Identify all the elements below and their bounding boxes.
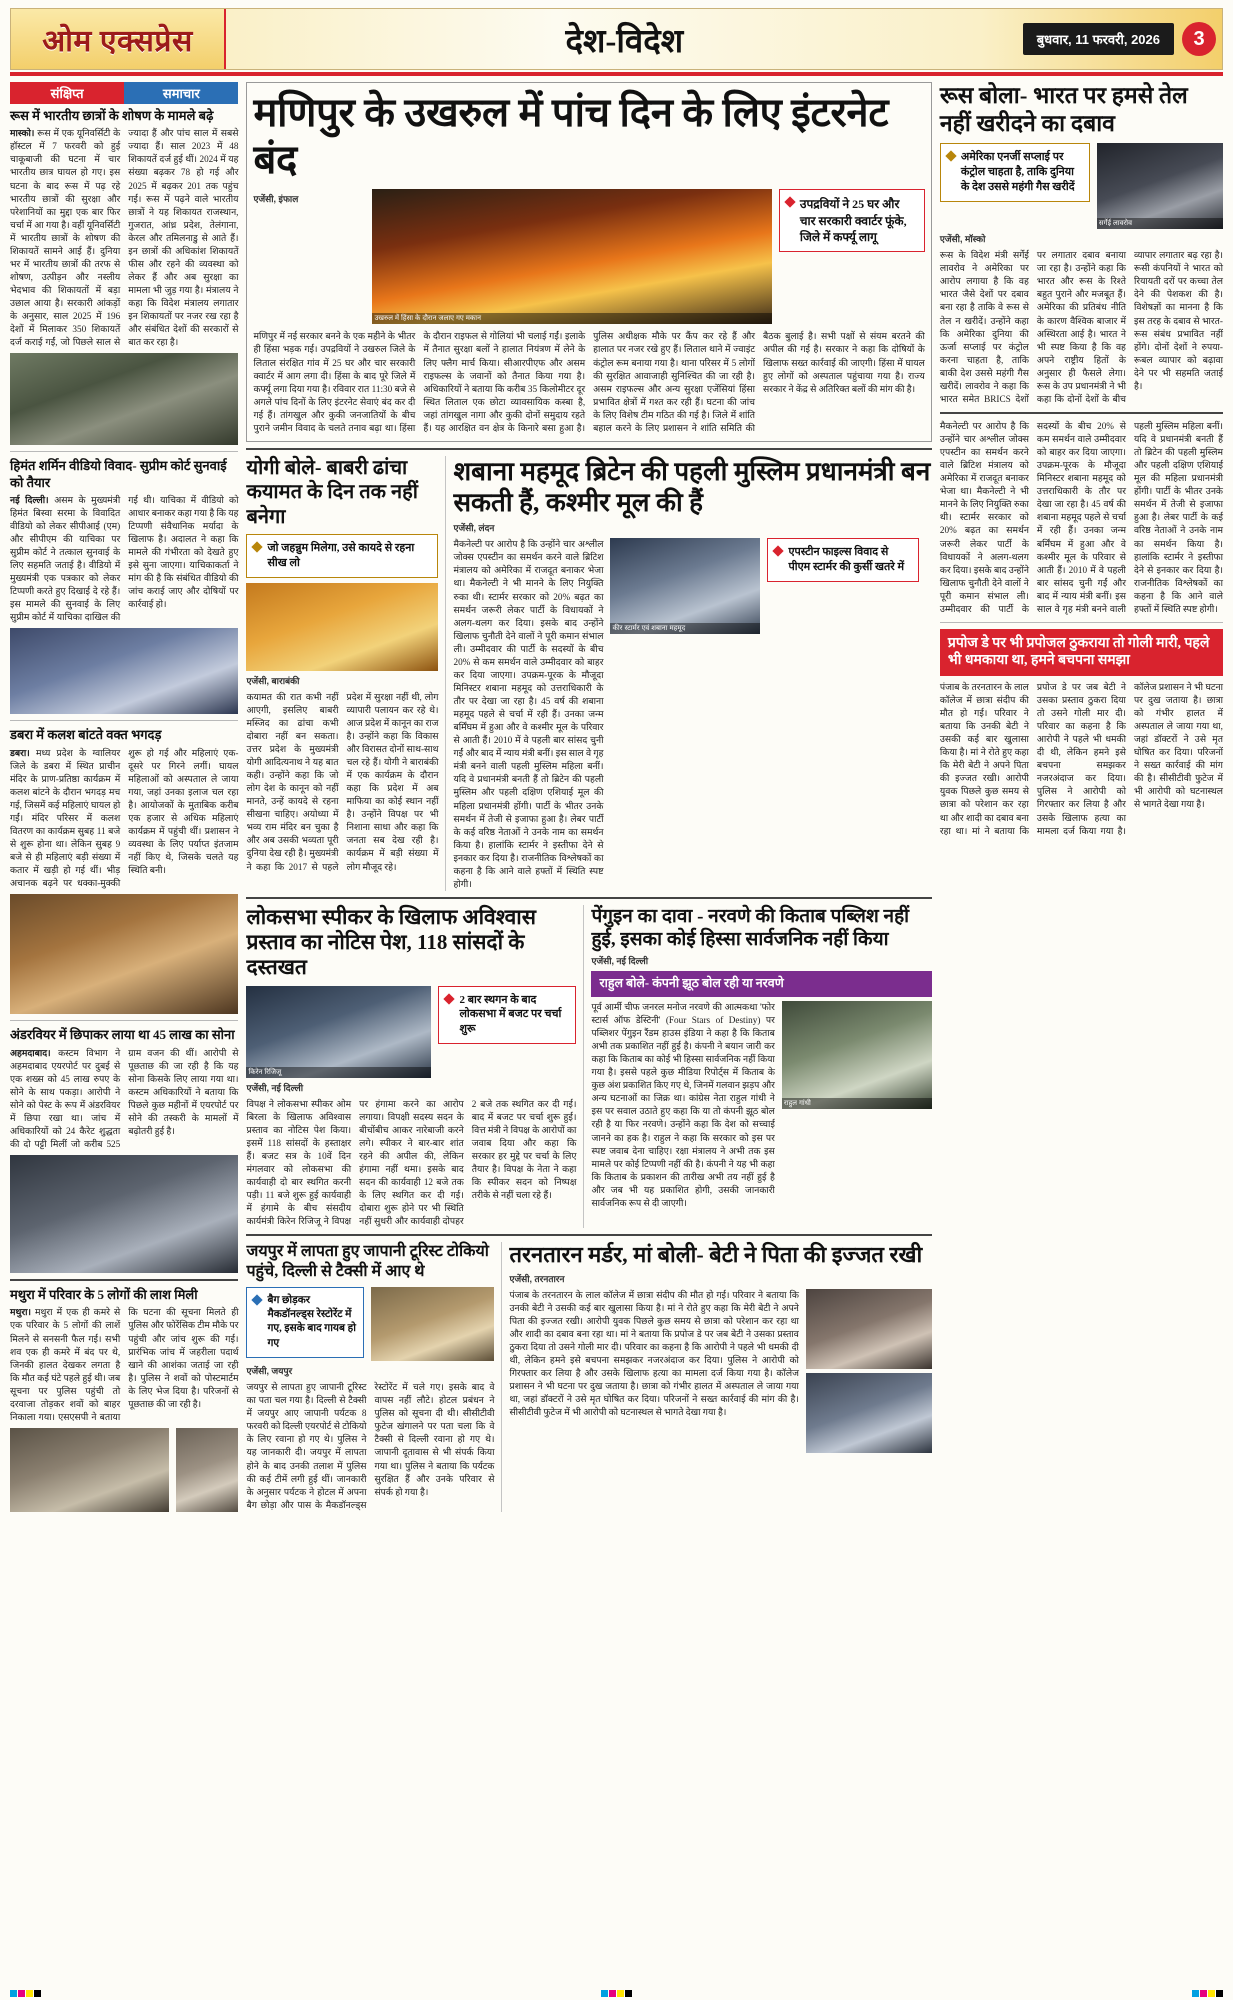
logo-text: ओम एक्सप्रेस bbox=[42, 24, 193, 58]
lead-body: मणिपुर में नई सरकार बनने के एक महीने के भीतर ही हिंसा भड़क गई। उपद्रवियों ने उखरुल जिले के लिताल संरक्षित गांव में 25 घर और चार सरकारी क्वार्टर में आग लगा दी। हिंसा के बाद पूरे जिले में कर्फ्यू लगा दिया गया है। रविवार रात 11:30 बजे से अगले पांच दिनों के लिए इंटरनेट सेवाएं बंद कर दी गई हैं। तांगखुल और कुकी जनजातियों के बीच पुराने जमीन विवाद के चलते तनाव बढ़ा था। हिंसा के दौरान राइफल से गोलियां भी चलाई गईं। इलाके में तैनात सुरक्षा बलों ने हालात नियंत्रण में लेने के लिए फ्लैग मार्च किया। सीआरपीएफ और असम राइफल्स के जवानों को तैनात किया गया है। अधिकारियों ने बताया कि करीब 35 किलोमीटर दूर स्थित लिताल एक छोटा व्यावसायिक कस्बा है, जहां तांगखुल नागा और कुकी दोनों समुदाय रहते हैं। यह आरक्षित वन क्षेत्र के किनारे बसा हुआ है। पुलिस अधीक्षक मौके पर कैंप कर रहे हैं और हालात पर नजर रखे हुए हैं। लिताल थाने में ज्वाइंट कंट्रोल रूम बनाया गया है। थाना परिसर में 5 लोगों की सुरक्षित आवाजाही सुनिश्चित की जा रही है। असम राइफल्स और अन्य सुरक्षा एजेंसियां हिंसा प्रभावित क्षेत्रों में गश्त कर रही हैं। घटना की जांच के लिए विशेष टीम गठित की गई है। जिले में शांति बहाल करने के लिए प्रशासन ने शांति समिति की बैठक बुलाई है। सभी पक्षों से संयम बरतने की अपील की गई है। सरकार ने कहा कि दोषियों के खिलाफ सख्त कार्रवाई की जाएगी। हिंसा में घायल हुए लोगों को अस्पताल पहुंचाया गया है। राज्य सरकार ने केंद्र से अतिरिक्त बलों की मांग की है। bbox=[253, 331, 925, 433]
brief-text: मध्य प्रदेश के ग्वालियर जिले के डबरा में स्थित प्राचीन मंदिर के प्राण-प्रतिष्ठा कार्यक्रम में कलश बांटने के दौरान भगदड़ मच गई, जिसमें कई महिलाएं घायल हो गईं। मंदिर परिसर में कलश वितरण का कार्यक्रम सुबह 11 बजे से शुरू होना था। लेकिन सुबह 9 बजे से ही महिलाएं बड़ी संख्या में कतार में खड़ी हो गई थीं। भीड़ अचानक बढ़ने पर धक्का-मुक्की शुरू हो गई और महिलाएं एक-दूसरे पर गिरने लगीं। घायल महिलाओं को अस्पताल ले जाया गया, जहां उनका इलाज चल रहा है। आयोजकों के मुताबिक करीब एक हजार से अधिक महिलाएं कार्यक्रम में पहुंची थीं। प्रशासन ने व्यवस्था के लिए पर्याप्त इंतजाम नहीं किए थे, जिसके चलते यह स्थिति बनी। bbox=[10, 747, 239, 889]
tarn-byline: एजेंसी, तरनतारन bbox=[509, 1273, 565, 1284]
row-yogi-shabana bbox=[246, 456, 931, 891]
right-continuation-2 bbox=[940, 629, 1223, 838]
brief-text: कस्टम विभाग ने अहमदाबाद एयरपोर्ट पर दुबई से एक शख्स को 45 लाख रुपए के सोने के साथ पकड़ा। आरोपी ने सोने को पेस्ट के रूप में अंडरवियर में छिपा रखा था। जांच में अधिकारियों को 24 कैरेट शुद्धता की दो पट्टी मिलीं जो करीब 525 ग्राम वजन की थीं। आरोपी से पूछताछ की जा रही है कि यह सोना किसके लिए लाया गया था। कस्टम अधिकारियों ने बताया कि पिछले कुछ महीनों में एयरपोर्ट पर सोने की तस्करी के मामलों में बढ़ोतरी हुई है। bbox=[10, 1047, 239, 1150]
speaker-photo bbox=[246, 986, 431, 1078]
brief-text: मथुरा में एक ही कमरे से एक परिवार के 5 लोगों की लाशें मिलने से सनसनी फैल गई। सभी शव एक ही कमरे में बंद पर थे, जिनकी हालत देखकर लगता है कि मौत कई घंटे पहले हुई थी। जब सूचना पर पुलिस पहुंची तो दरवाजा तोड़कर शवों को बाहर निकाला गया। एसएसपी ने बताया कि घटना की सूचना मिलते ही पुलिस और फोरेंसिक टीम मौके पर पहुंची और जांच शुरू की गई। प्रारंभिक जांच में जहरीला पदार्थ खाने की आशंका जताई जा रही है। पुलिस ने शवों को पोस्टमार्टम के लिए भेज दिया है। परिजनों से पूछताछ की जा रही है। bbox=[10, 1307, 239, 1422]
right-continuation-1 bbox=[940, 420, 1223, 616]
cmyk-marks-center bbox=[601, 1990, 632, 1998]
tab-samachar: समाचार bbox=[124, 82, 238, 104]
lead-callout: उपद्रवियों ने 25 घर और चार सरकारी क्वार्टर फूंके, जिले में कर्फ्यू लागू bbox=[779, 189, 925, 252]
divider bbox=[10, 451, 238, 452]
masthead-rule bbox=[10, 72, 1223, 76]
tarn-photo-accused bbox=[806, 1373, 932, 1453]
brief-headline: रूस में भारतीय छात्रों के शोषण के मामले बढ़े bbox=[10, 108, 214, 123]
lead-photo-fire bbox=[372, 189, 771, 324]
brief-text: असम के मुख्यमंत्री हिमंत बिस्वा सरमा के विवादित वीडियो को लेकर सीपीआई (एम) और सीपीएम की याचिका पर सुप्रीम कोर्ट ने तत्काल सुनवाई के लिए सहमति जताई है। वीडियो में मुख्यमंत्री एक पत्रकार को लेकर टिप्पणी करते हुए दिखाई दे रहे हैं। इस मामले की सुनवाई के लिए सुप्रीम कोर्ट में याचिका दाखिल की गई थी। याचिका में वीडियो को आधार बनाकर कहा गया है कि यह टिप्पणी संवैधानिक मर्यादा के खिलाफ है। अदालत ने कहा कि मामले की गंभीरता को देखते हुए इसे सुना जाएगा। याचिकाकर्ता ने मांग की है कि संबंधित वीडियो की जांच कराई जाए और दोषियों पर कार्रवाई हो। bbox=[10, 494, 239, 623]
russia-body: रूस के विदेश मंत्री सर्गेई लावरोव ने अमेरिका पर आरोप लगाया है कि वह भारत जैसे देशों पर दबाव बना रहा है ताकि वे रूस से तेल न खरीदें। उन्होंने कहा कि अमेरिका दुनिया की ऊर्जा सप्लाई पर कंट्रोल करना चाहता है, ताकि बाकी देश उससे महंगी गैस खरीदें। लावरोव ने कहा कि भारत समेत BRICS देशों पर लगातार दबाव बनाया जा रहा है। उन्होंने कहा कि भारत और रूस के रिश्ते बहुत पुराने और मजबूत हैं। अमेरिका की प्रतिबंध नीति के कारण वैश्विक बाजार में अस्थिरता आई है। भारत ने भी स्पष्ट किया है कि वह अपने राष्ट्रीय हितों के अनुसार ही फैसले लेगा। रूस के उप प्रधानमंत्री ने भी कहा कि दोनों देशों के बीच व्यापार लगातार बढ़ रहा है। रूसी कंपनियों ने भारत को रियायती दरों पर कच्चा तेल देने की पेशकश की है। विशेषज्ञों का मानना है कि इस तरह के दबाव से भारत-रूस संबंध प्रभावित नहीं होंगे। दोनों देशों ने रुपया-रूबल व्यापार को बढ़ावा देने पर भी सहमति जताई है। bbox=[939, 250, 1223, 404]
brief-body bbox=[10, 1306, 238, 1424]
divider bbox=[246, 448, 931, 450]
speaker-callout: 2 बार स्थगन के बाद लोकसभा में बजट पर चर्चा शुरू bbox=[438, 986, 576, 1045]
shabana-byline: एजेंसी, लंदन bbox=[453, 523, 495, 534]
brief-dateline: मास्को। bbox=[10, 128, 35, 139]
yogi-byline: एजेंसी, बाराबंकी bbox=[246, 675, 300, 686]
yogi-photo bbox=[246, 583, 438, 671]
tarn-photo-victim bbox=[806, 1289, 932, 1369]
jaipur-story bbox=[246, 1242, 494, 1512]
page-number: 3 bbox=[1182, 22, 1216, 56]
shabana-headline: शबाना महमूद ब्रिटेन की पहली मुस्लिम प्रधानमंत्री बन सकती हैं, कश्मीर मूल की हैं bbox=[453, 456, 931, 518]
speaker-headline: लोकसभा स्पीकर के खिलाफ अविश्वास प्रस्ताव का नोटिस पेश, 118 सांसदों के दस्तखत bbox=[246, 904, 536, 980]
brief-item bbox=[10, 1287, 238, 1512]
lead-story bbox=[246, 82, 931, 442]
photo-caption: उखरुल में हिंसा के दौरान जलाए गए मकान bbox=[372, 313, 771, 324]
brief-photo-soldiers bbox=[10, 353, 238, 445]
right-continuation-text-1: मैकनेल्टी पर आरोप है कि उन्होंने चार अश्लील जोक्स एपस्टीन का समर्थन करने वाले ब्रिटिश मंत्रालय को अमेरिका में राजदूत बनाकर भेजा था। मैकनेल्टी ने भी मानने के लिए नियुक्ति रुका थी। स्टार्मर सरकार को 20% बढ़त का समर्थन जरूरी लेकर पार्टी के विधायकों ने अलग-थलग कर दिया। इसके बाद उन्होंने खिलाफ चुनौती देने वालों ने पूरी कमान संभाल ली। उम्मीदवार की पार्टी के सदस्यों के बीच 20% से कम समर्थन वाले उम्मीदवार को बाहर कर दिया जाएगा। उपक्रम-पूरक के मौजूदा मिनिस्टर शबाना महमूद को उत्तराधिकारी के तौर पर देखा जा रहा है। 45 वर्ष की शबाना महमूद पहले से चर्चा में रही हैं। उनका जन्म बर्मिंघम में हुआ और वे कश्मीर मूल के परिवार से आती हैं। 2010 में वे पहली बार सांसद चुनी गईं और बाद में न्याय मंत्री बनीं। इस साल वे गृह मंत्री बनने वाली पहली मुस्लिम महिला बनीं। यदि वे प्रधानमंत्री बनती हैं तो ब्रिटेन की पहली मुस्लिम और पहली दक्षिण एशियाई मूल की महिला प्रधानमंत्री होंगी। पार्टी के भीतर उनके समर्थन में तेजी से इजाफा हुआ है। लेबर पार्टी के कई वरिष्ठ नेताओं ने उनके नाम का समर्थन किया है। हालांकि स्टार्मर ने इस्तीफा देने से इनकार कर दिया है। राजनीतिक विश्लेषकों का कहना है कि आने वाले हफ्तों में स्थिति स्पष्ट होगी। bbox=[939, 420, 1223, 614]
masthead bbox=[10, 8, 1223, 70]
brief-photo-mathura-2 bbox=[176, 1428, 238, 1512]
shabana-photo-starmer bbox=[610, 538, 760, 634]
penguin-photo-rahul bbox=[782, 1001, 932, 1109]
row-speaker-penguin bbox=[246, 905, 931, 1228]
brief-headline: मथुरा में परिवार के 5 लोगों की लाश मिली bbox=[10, 1287, 198, 1303]
lead-byline: एजेंसी, इंफाल bbox=[253, 194, 299, 205]
penguin-story bbox=[591, 905, 931, 1228]
yogi-body: कयामत की रात कभी नहीं आएगी, इसलिए बाबरी मस्जिद का ढांचा कभी दोबारा नहीं बन सकता। उत्तर प्रदेश के मुख्यमंत्री योगी आदित्यनाथ ने यह बात कही। उन्होंने कहा कि जो लोग देश के कानून को नहीं मानते, उन्हें कायदे से रहना सीखना चाहिए। अयोध्या में भव्य राम मंदिर बन चुका है और अब उसकी भव्यता पूरी दुनिया देख रही है। मुख्यमंत्री ने कहा कि 2017 से पहले प्रदेश में सुरक्षा नहीं थी, लोग व्यापारी पलायन कर रहे थे। आज प्रदेश में कानून का राज है। उन्होंने कहा कि विकास और विरासत दोनों साथ-साथ चल रहे हैं। योगी ने बाराबंकी में एक कार्यक्रम के दौरान कहा कि प्रदेश में अब माफिया का कोई स्थान नहीं है। उन्होंने विपक्ष पर भी निशाना साधा और कहा कि जनता सब देख रही है। कार्यक्रम में बड़ी संख्या में लोग मौजूद रहे। bbox=[246, 691, 439, 872]
brief-text: रूस में एक यूनिवर्सिटी के हॉस्टल में 7 फरवरी को हुई चाकूबाजी की घटना में चार भारतीय छात्र घायल हो गए। इस घटना के बाद रूस में पढ़ रहे भारतीय छात्रों की सुरक्षा और परेशानियों का मुद्दा एक बार फिर चर्चा में आ गया है। वहीं यूनिवर्सिटी में भारतीय छात्रों के शोषण की शिकायतें सामने आई हैं। दुनिया भर में भारतीय छात्रों की तरफ से शोषण, उत्पीड़न और नस्लीय भेदभाव की शिकायतों में बड़ा उछाल आया है। सरकारी आंकड़ों के अनुसार, साल 2025 में 196 देशों में मिलाकर 350 शिकायतें दर्ज कराई गईं, जो पिछले साल से ज्यादा हैं और पांच साल में सबसे ज्यादा हैं। साल 2023 में 48 शिकायतें दर्ज हुई थीं। 2024 में यह संख्या बढ़कर 78 हो गई और 2025 में बढ़कर 201 तक पहुंच गई। रूस में पढ़ने वाले भारतीय छात्रों ने यह शिकायत राजस्थान, गुजरात, आंध्र प्रदेश, तेलंगाना, केरल और तमिलनाडु से आते हैं। इन छात्रों की अधिकांश शिकायतें फीस और रहने की व्यवस्था को लेकर हैं और अब सुरक्षा का मामला भी जुड़ गया है। मंत्रालय ने कहा कि विदेश मंत्रालय लगातार इन शिकायतों पर नजर रख रहा है और संबंधित देशों की सरकारों से बात कर रहा है। bbox=[10, 128, 239, 348]
russia-headline: रूस बोला- भारत पर हमसे तेल नहीं खरीदने का दबाव bbox=[939, 83, 1188, 136]
divider bbox=[940, 622, 1223, 623]
brief-photo-crowd bbox=[10, 894, 238, 1014]
shabana-story bbox=[453, 456, 931, 891]
russia-photo-lavrov bbox=[1097, 143, 1223, 229]
main-column bbox=[246, 82, 931, 1982]
photo-caption: राहुल गांधी bbox=[782, 1098, 932, 1109]
divider bbox=[10, 1279, 238, 1281]
yogi-callout: जो जहन्नुम मिलेगा, उसे कायदे से रहना सीख लो bbox=[246, 534, 438, 578]
brief-item bbox=[10, 727, 238, 1014]
divider bbox=[10, 720, 238, 721]
brief-item bbox=[10, 1027, 238, 1273]
lead-headline: मणिपुर के उखरुल में पांच दिन के लिए इंटरनेट बंद bbox=[253, 90, 889, 183]
page-content bbox=[10, 82, 1223, 1982]
penguin-byline: एजेंसी, नई दिल्ली bbox=[591, 956, 649, 967]
russia-oil-story bbox=[940, 82, 1223, 406]
brief-body bbox=[10, 127, 238, 349]
brief-body bbox=[10, 1047, 238, 1152]
penguin-body: पूर्व आर्मी चीफ जनरल मनोज नरवणे की आत्मकथा 'फोर स्टार्स ऑफ डेस्टिनी' (Four Stars of Destiny) पर पब्लिशर पेंगुइन रैंडम हाउस इंडिया ने कहा है कि किताब अभी तक प्रकाशित नहीं हुई है। कंपनी ने बयान जारी कर कहा कि किताब का कोई भी हिस्सा सार्वजनिक नहीं किया गया है। इससे पहले कुछ मीडिया रिपोर्ट्स में किताब के कुछ अंश प्रकाशित किए गए थे, जिनमें गलवान झड़प और अन्य घटनाओं का जिक्र था। कांग्रेस नेता राहुल गांधी ने इस पर सवाल उठाते हुए कहा कि या तो कंपनी झूठ बोल रही है या फिर नरवणे। उन्होंने कहा कि देश को सच्चाई जानने का हक है। राहुल ने कहा कि सरकार को इस पर स्पष्ट जवाब देना चाहिए। रक्षा मंत्रालय ने अभी तक इस मामले पर कोई टिप्पणी नहीं की है। कंपनी ने यह भी कहा कि किताब के प्रकाशन की तारीख अभी तय नहीं हुई है और जब भी यह प्रकाशित होगी, उसकी जानकारी सार्वजनिक रूप से दी जाएगी। bbox=[591, 1001, 775, 1208]
divider bbox=[10, 1020, 238, 1021]
jaipur-photo bbox=[371, 1287, 494, 1361]
masthead-right bbox=[1023, 9, 1222, 69]
section-title-container bbox=[226, 9, 1023, 69]
tarn-story bbox=[509, 1242, 931, 1512]
penguin-headline: पेंगुइन का दावा - नरवणे की किताब पब्लिश नहीं हुई, इसका कोई हिस्सा सार्वजनिक नहीं किया bbox=[591, 905, 910, 951]
divider bbox=[246, 897, 931, 899]
brief-body bbox=[10, 747, 238, 891]
brief-dateline: डबरा। bbox=[10, 747, 30, 758]
photo-caption: सर्गेई लावरोव bbox=[1097, 218, 1223, 229]
brief-dateline: अहमदाबाद। bbox=[10, 1047, 51, 1058]
photo-caption: कीर स्टार्मर एवं शबाना महमूद bbox=[610, 623, 760, 634]
speaker-body: विपक्ष ने लोकसभा स्पीकर ओम बिरला के खिलाफ अविश्वास प्रस्ताव का नोटिस पेश किया। इसमें 118 सांसदों के हस्ताक्षर हैं। बजट सत्र के 10वें दिन मंगलवार को लोकसभा की कार्यवाही दो बार स्थगित करनी पड़ी। 11 बजे शुरू हुई कार्यवाही में हंगामे के बीच संसदीय कार्यमंत्री किरेन रिजिजू ने विपक्ष पर हंगामा करने का आरोप लगाया। विपक्षी सदस्य सदन के बीचोंबीच आकर नारेबाजी करने लगे। स्पीकर ने बार-बार शांत रहने की अपील की, लेकिन हंगामा नहीं थमा। इसके बाद सदन की कार्यवाही 12 बजे तक के लिए स्थगित कर दी गई। दोबारा शुरू होने पर भी स्थिति नहीं सुधरी और कार्यवाही दोपहर 2 बजे तक स्थगित कर दी गई। बाद में बजट पर चर्चा शुरू हुई। वित्त मंत्री ने विपक्ष के आरोपों का जवाब दिया और कहा कि सरकार हर मुद्दे पर चर्चा के लिए तैयार है। विपक्ष के नेता ने कहा कि स्पीकर सदन को निष्पक्ष तरीके से नहीं चला रहे हैं। bbox=[246, 1098, 577, 1227]
yogi-headline: योगी बोले- बाबरी ढांचा कयामत के दिन तक नहीं बनेगा bbox=[246, 456, 418, 528]
row-jaipur-tarn bbox=[246, 1242, 931, 1512]
publication-date: बुधवार, 11 फरवरी, 2026 bbox=[1023, 23, 1174, 55]
russia-callout: अमेरिका एनर्जी सप्लाई पर कंट्रोल चाहता है, ताकि दुनिया के देश उससे महंगी गैस खरीदें bbox=[940, 143, 1090, 202]
brief-headline: हिमंत शर्मिन वीडियो विवाद- सुप्रीम कोर्ट सुनवाई को तैयार bbox=[10, 458, 227, 490]
brief-dateline: नई दिल्ली। bbox=[10, 494, 49, 505]
brief-photo-gold bbox=[10, 1155, 238, 1273]
tarn-headline: तरनतारन मर्डर, मां बोली- बेटी ने पिता की इज्जत रखी bbox=[509, 1242, 923, 1268]
speaker-byline: एजेंसी, नई दिल्ली bbox=[246, 1082, 304, 1093]
jaipur-headline: जयपुर में लापता हुए जापानी टूरिस्ट टोकियो पहुंचे, दिल्ली से टैक्सी में आए थे bbox=[246, 1243, 489, 1281]
photo-caption: किरेन रिजिजू bbox=[246, 1067, 431, 1078]
section-title: देश-विदेश bbox=[565, 23, 684, 60]
tab-sankshipt: संक्षिप्त bbox=[10, 82, 124, 104]
brief-headline: डबरा में कलश बांटते वक्त भगदड़ bbox=[10, 727, 162, 743]
jaipur-byline: एजेंसी, जयपुर bbox=[246, 1366, 293, 1377]
brief-body bbox=[10, 494, 238, 625]
brief-photo-police bbox=[10, 628, 238, 714]
brief-news-column bbox=[10, 82, 238, 1982]
shabana-body-lead: मैकनेल्टी पर आरोप है कि उन्होंने चार अश्लील जोक्स एपस्टीन का समर्थन करने वाले ब्रिटिश मंत्रालय को अमेरिका में राजदूत बनाकर भेजा था। मैकनेल्टी ने भी मानने के लिए नियुक्ति रुका थी। स्टार्मर सरकार को 20% बढ़त का समर्थन जरूरी लेकर पार्टी के विधायकों ने अलग-थलग कर दिया। इसके बाद उन्होंने खिलाफ चुनौती देने वालों ने पूरी कमान संभाल ली। उम्मीदवार की पार्टी के सदस्यों के बीच 20% से कम समर्थन वाले उम्मीदवार को बाहर कर दिया जाएगा। उपक्रम-पूरक के मौजूदा मिनिस्टर शबाना महमूद को उत्तराधिकारी के तौर पर देखा जा रहा है। 45 वर्ष की शबाना महमूद पहले से चर्चा में रही हैं। उनका जन्म बर्मिंघम में हुआ और वे कश्मीर मूल के परिवार से आती हैं। 2010 में वे पहली बार सांसद चुनी गईं और बाद में न्याय मंत्री बनीं। इस साल वे गृह मंत्री बनने वाली पहली मुस्लिम महिला बनीं। यदि वे प्रधानमंत्री बनती हैं तो ब्रिटेन की पहली मुस्लिम और पहली दक्षिण एशियाई मूल की महिला प्रधानमंत्री होंगी। पार्टी के भीतर उनके समर्थन में तेजी से इजाफा हुआ है। लेबर पार्टी के कई वरिष्ठ नेताओं ने उनके नाम का समर्थन किया है। हालांकि स्टार्मर ने इस्तीफा देने से इनकार कर दिया है। राजनीतिक विश्लेषकों का कहना है कि आने वाले हफ्तों में स्थिति स्पष्ट होगी। bbox=[453, 539, 604, 889]
penguin-subhead: राहुल बोले- कंपनी झूठ बोल रही या नरवणे bbox=[591, 971, 931, 997]
brief-photo-mathura-1 bbox=[10, 1428, 169, 1512]
brief-item bbox=[10, 108, 238, 445]
jaipur-body: जयपुर से लापता हुए जापानी टूरिस्ट का पता चल गया है। दिल्ली से टैक्सी में जयपुर आए जापानी पर्यटक 8 फरवरी को दिल्ली एयरपोर्ट से टोकियो के लिए रवाना हो गए थे। पुलिस ने यह जानकारी दी। जयपुर में लापता होने के बाद उनकी तलाश में पुलिस की कई टीमें लगी हुई थीं। जानकारी के अनुसार पर्यटक ने होटल में अपना बैग छोड़ा और पास के मैकडॉनल्ड्स रेस्टोरेंट में चले गए। इसके बाद वे वापस नहीं लौटे। होटल प्रबंधन ने पुलिस को सूचना दी थी। सीसीटीवी फुटेज खंगालने पर पता चला कि वे टैक्सी से दिल्ली रवाना हो गए थे। जापानी दूतावास से भी संपर्क किया गया था। पुलिस ने बताया कि पर्यटक सुरक्षित हैं और उनके परिवार से संपर्क हो गया है। bbox=[246, 1382, 495, 1510]
speaker-story bbox=[246, 905, 576, 1228]
right-continuation-text-2: पंजाब के तरनतारन के लाल कॉलेज में छात्रा संदीप की मौत हो गई। परिवार ने बताया कि उनकी बेटी ने उसकी कई बार खुलासा किया है। मां ने रोते हुए कहा कि मेरी बेटी ने अपने पिता की इज्जत रखी। आरोपी युवक पिछले कुछ समय से छात्रा को परेशान कर रहा था और शादी का दबाव बना रहा था। मां ने बताया कि प्रपोज डे पर जब बेटी ने उसका प्रस्ताव ठुकरा दिया तो उसने गोली मार दी। परिवार का कहना है कि आरोपी ने पहले भी धमकी दी थी, लेकिन हमने इसे बचपना समझकर नजरअंदाज कर दिया। पुलिस ने आरोपी को गिरफ्तार कर लिया है और उसके खिलाफ हत्या का मामला दर्ज किया गया है। कॉलेज प्रशासन ने भी घटना पर दुख जताया है। छात्रा को गंभीर हालत में अस्पताल ले जाया गया था, जहां डॉक्टरों ने उसे मृत घोषित कर दिया। परिजनों ने सख्त कार्रवाई की मांग की है। सीसीटीवी फुटेज में भी आरोपी को घटनास्थल से भागते देखा गया है। bbox=[939, 681, 1223, 836]
russia-byline: एजेंसी, मॉस्को bbox=[939, 234, 986, 245]
divider bbox=[246, 1234, 931, 1236]
newspaper-logo bbox=[11, 9, 226, 69]
brief-item bbox=[10, 458, 238, 714]
tarn-redbar: प्रपोज डे पर भी प्रपोजल ठुकराया तो गोली मारी, पहले भी धमकाया था, हमने बचपना समझा bbox=[940, 629, 1223, 676]
cmyk-marks-left bbox=[10, 1990, 41, 1998]
shabana-callout: एपस्टीन फाइल्स विवाद से पीएम स्टार्मर की कुर्सी खतरे में bbox=[767, 538, 919, 582]
brief-headline: अंडरवियर में छिपाकर लाया था 45 लाख का सोना bbox=[10, 1027, 235, 1043]
brief-news-header bbox=[10, 82, 238, 104]
tarn-body: पंजाब के तरनतारन के लाल कॉलेज में छात्रा संदीप की मौत हो गई। परिवार ने बताया कि उनकी बेटी ने उसकी कई बार खुलासा किया है। मां ने रोते हुए कहा कि मेरी बेटी ने अपने पिता की इज्जत रखी। आरोपी युवक पिछले कुछ समय से छात्रा को परेशान कर रहा था और शादी का दबाव बना रहा था। मां ने बताया कि प्रपोज डे पर जब बेटी ने उसका प्रस्ताव ठुकरा दिया तो उसने गोली मार दी। परिवार का कहना है कि आरोपी ने पहले भी धमकी दी थी, लेकिन हमने इसे बचपना समझकर नजरअंदाज कर दिया। पुलिस ने आरोपी को गिरफ्तार कर लिया है और उसके खिलाफ हत्या का मामला दर्ज किया गया है। कॉलेज प्रशासन ने भी घटना पर दुख जताया है। छात्रा को गंभीर हालत में अस्पताल ले जाया गया था, जहां डॉक्टरों ने उसे मृत घोषित कर दिया। परिजनों ने सख्त कार्रवाई की मांग की है। सीसीटीवी फुटेज में भी आरोपी को घटनास्थल से भागते देखा गया है। bbox=[509, 1289, 799, 1418]
yogi-story bbox=[246, 456, 438, 891]
divider bbox=[940, 412, 1223, 414]
jaipur-callout: बैग छोड़कर मैकडॉनल्ड्स रेस्टोरेंट में गए, इसके बाद गायब हो गए bbox=[246, 1287, 364, 1358]
cmyk-marks-right bbox=[1192, 1990, 1223, 1998]
print-registration-marks bbox=[10, 1990, 1223, 1998]
right-column bbox=[940, 82, 1223, 1982]
brief-dateline: मथुरा। bbox=[10, 1307, 31, 1318]
